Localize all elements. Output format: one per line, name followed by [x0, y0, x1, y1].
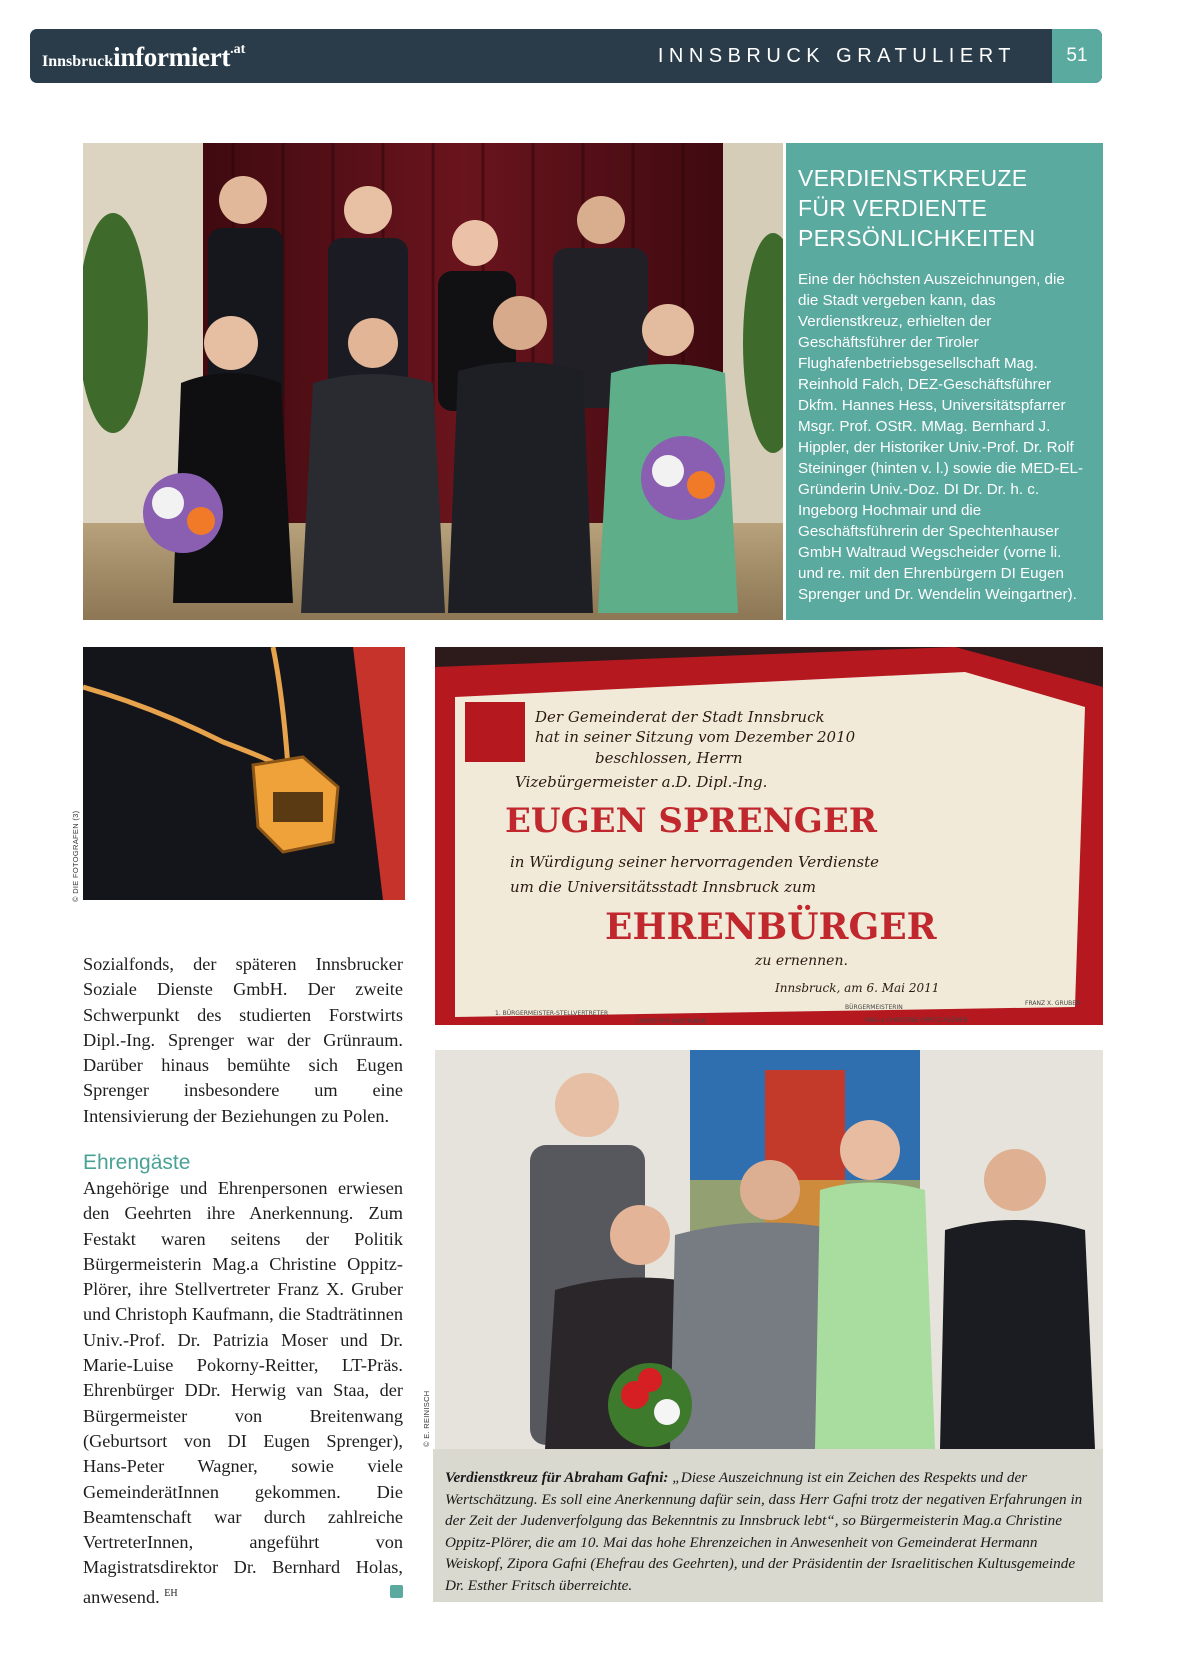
info-box-title-line: PERSÖNLICHKEITEN — [798, 225, 1036, 251]
info-box-text: Eine der höchsten Auszeichnungen, die die Stadt vergeben kann, das Verdienstkreuz, erhielten der Geschäftsführer der Tiroler Flughafenbetriebsgesellschaft Mag. Reinhold Falch, DEZ-Geschäftsführer Dkfm. Hannes Hess, Universitätspfarrer Msgr. Prof. OStR. MMag. Bernhard J. Hippler, der Historiker Univ.-Prof. Dr. Rolf Steininger (hinten v. l.) sowie die MED-EL-Gründerin Univ.-Doz. DI Dr. Dr. h. c. Ingeborg Hochmair und die Geschäftsführerin der Spechtenhauser GmbH Waltraud Wegscheider (vorne li. und re. mit den Ehrenbürgern DI Eugen Sprenger und Dr. Wendelin Weingartner). — [798, 271, 1084, 603]
photo-honorary-citizen-certificate — [435, 647, 1103, 1025]
cert-role-mid: BÜRGERMEISTERIN — [845, 1004, 903, 1011]
subheading-ehrengaeste: Ehrengäste — [83, 1151, 191, 1174]
caption-lead: Verdienstkreuz für Abraham Gafni: — [445, 1469, 669, 1486]
brand-suffix: .at — [230, 42, 246, 57]
article-end-mark — [390, 1585, 403, 1598]
cert-title: EHRENBÜRGER — [605, 906, 937, 948]
cert-place-date: Innsbruck, am 6. Mai 2011 — [775, 981, 940, 995]
photo-credit-reinisch: © E. REINISCH — [422, 1390, 431, 1447]
photo-credit-fotografen: © DIE FOTOGRAFEN (3) — [71, 810, 80, 902]
caption-text: „Diese Auszeichnung ist ein Zeichen des Respekts und der Wertschätzung. Es soll eine Anerkennung dafür sein, dass Herr Gafni trotz der negativen Erfahrungen in der Zeit der Judenverfolgung das Bekenntnis zu Innsbruck lebt“, so Bürgermeisterin Mag.a Christine Oppitz-Plörer, die am 10. Mai das hohe Ehrenzeichen in Anwesenheit von Gemeinderat Hermann Weiskopf, Zipora Gafni (Ehefrau des Geehrten), und der Präsidentin der Israelitischen Kultusgemeinde Dr. Esther Fritsch überreichte. — [445, 1469, 1083, 1594]
cert-line: hat in seiner Sitzung vom Dezember 2010 — [535, 728, 856, 746]
article-paragraph-text: Angehörige und Ehrenpersonen erwiesen den Geehrten ihre Anerkennung. Zum Festakt waren seitens der Politik Bürgermeisterin Mag.a Christine Oppitz-Plörer, ihre Stellvertreter Franz X. Gruber und Christoph Kaufmann, die Stadträtinnen Univ.-Prof. Dr. Patrizia Moser und Dr. Marie-Luise Pokorny-Reitter, LT-Präs. Ehrenbürger DDr. Herwig van Staa, der Bürgermeister von Breitenwang (Geburtsort von DI Eugen Sprenger), Hans-Peter Wagner, sowie viele GemeinderätInnen gekommen. Die Beamtenschaft war durch zahlreiche VertreterInnen, angeführt von Magistratsdirektor Dr. Bernhard Holas, anwesend. — [83, 1178, 403, 1607]
cert-line: beschlossen, Herrn — [595, 749, 743, 767]
cert-name-mid: MAG.a CHRISTINE OPPITZ-PLÖRER — [865, 1017, 968, 1024]
brand-prefix: Innsbruck — [42, 53, 114, 70]
cert-line: um die Universitätsstadt Innsbruck zum — [510, 878, 816, 896]
cert-line: zu ernennen. — [755, 953, 848, 969]
photo-gafni-award — [435, 1050, 1103, 1449]
cert-line: Vizebürgermeister a.D. Dipl.-Ing. — [515, 773, 768, 791]
cert-name: EUGEN SPRENGER — [505, 801, 878, 841]
photo-honorary-chain — [83, 647, 405, 900]
cert-name-left: CHRISTOPH KAUFMANN — [635, 1018, 706, 1025]
page-number: 51 — [1052, 29, 1102, 83]
info-box-title-line: FÜR VERDIENTE — [798, 195, 988, 221]
page-header — [30, 29, 1102, 83]
cert-role-left: 1. BÜRGERMEISTER-STELLVERTRETER — [495, 1010, 609, 1017]
group-photo-award-recipients — [83, 143, 783, 620]
info-box-verdienstkreuze — [786, 143, 1103, 620]
brand-main: informiert — [113, 42, 231, 72]
photo-caption-gafni — [433, 1449, 1103, 1602]
info-box-title — [798, 163, 1089, 253]
section-title: INNSBRUCK GRATULIERT — [657, 45, 1016, 67]
cert-name-right: FRANZ X. GRUBER — [1025, 1000, 1081, 1007]
cert-line: Der Gemeinderat der Stadt Innsbruck — [535, 708, 825, 726]
article-paragraph: Sozialfonds, der späteren Innsbrucker Soziale Dienste GmbH. Der zweite Schwerpunkt des studierten Forstwirts Dipl.-Ing. Sprenger war der Grünraum. Darüber hinaus bemühte sich Eugen Sprenger insbesondere um eine Intensivierung der Beziehungen zu Polen. — [83, 954, 403, 1126]
cert-line: in Würdigung seiner hervorragenden Verdienste — [510, 853, 879, 871]
article-paragraph — [83, 1176, 403, 1610]
info-box-title-line: VERDIENSTKREUZE — [798, 165, 1028, 191]
publication-logo — [42, 42, 245, 73]
author-mark: EH — [164, 1587, 178, 1599]
